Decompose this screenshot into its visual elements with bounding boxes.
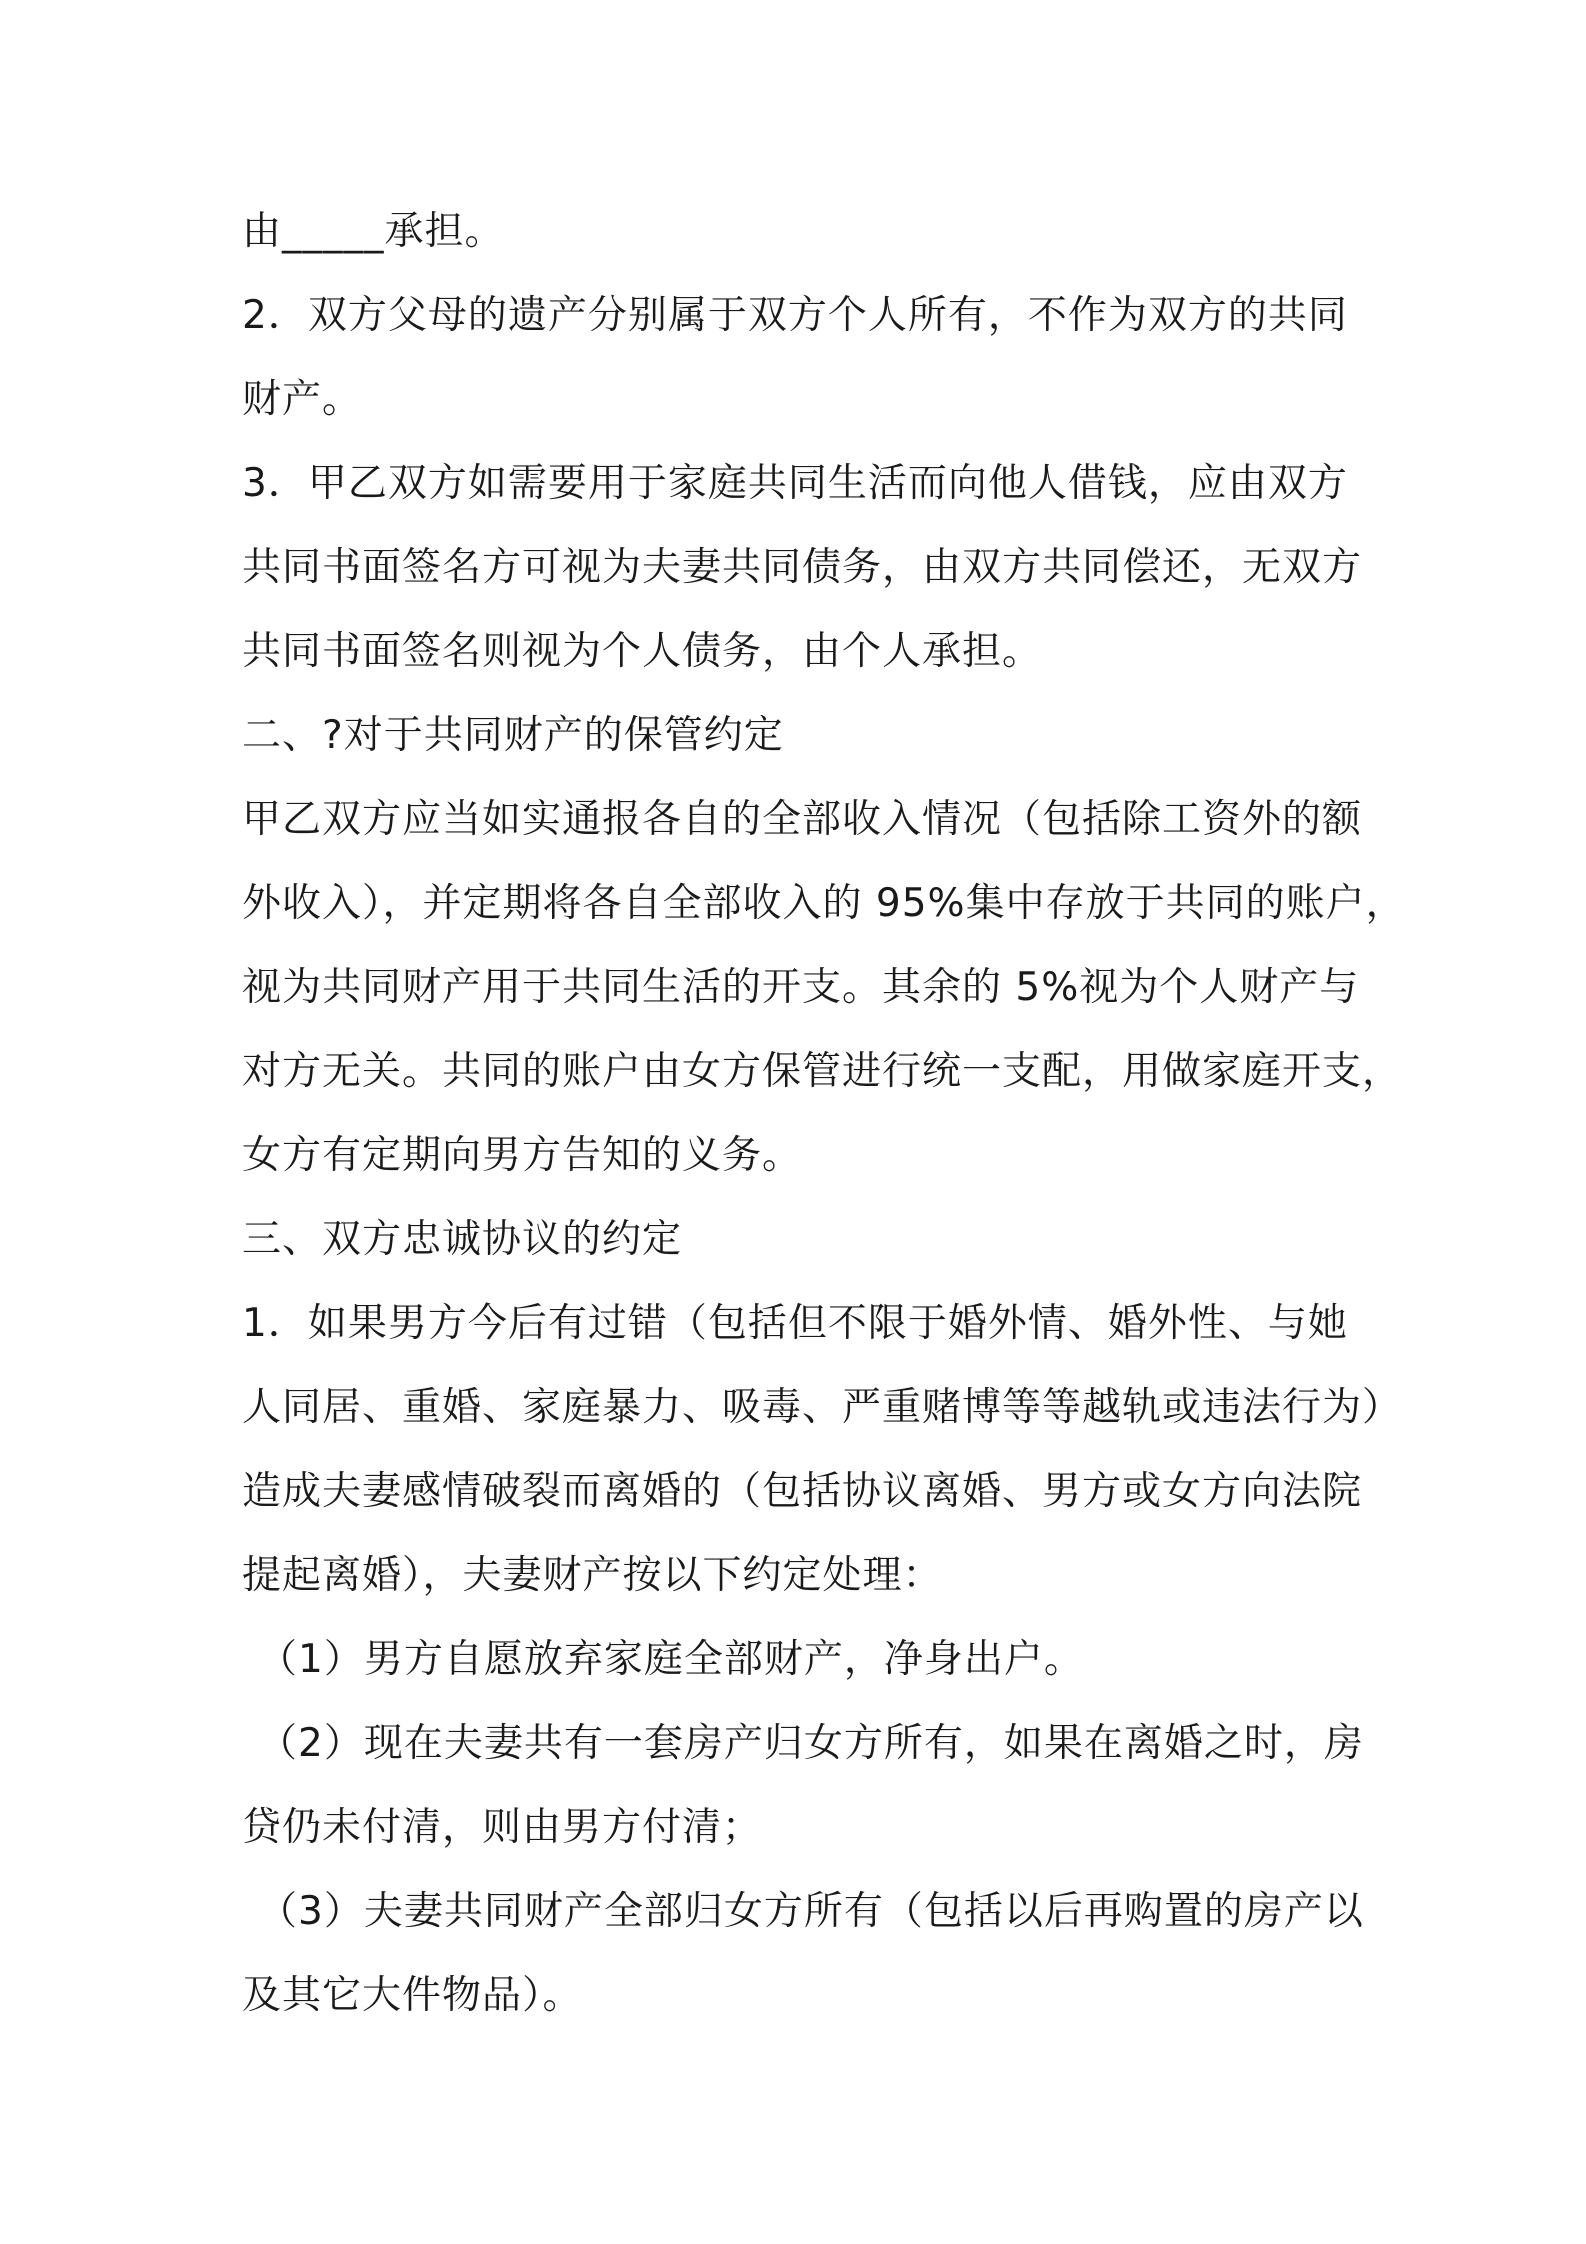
text-line: 2．双方父母的遗产分别属于双方个人所有，不作为双方的共同 [242, 293, 1348, 338]
text-line: 及其它大件物品）。 [242, 1973, 583, 2018]
text-line: 造成夫妻感情破裂而离婚的（包括协议离婚、男方或女方向法院 [242, 1469, 1363, 1514]
text-line: 贷仍未付清，则由男方付清； [242, 1805, 763, 1850]
text-line: 财产。 [242, 377, 363, 422]
section-heading: 二、?对于共同财产的保管约定 [242, 713, 784, 758]
list-item: （3）夫妻共同财产全部归女方所有（包括以后再购置的房产以 [258, 1889, 1364, 1934]
text-line: 由_____承担。 [242, 209, 505, 254]
list-item: （2）现在夫妻共有一套房产归女方所有，如果在离婚之时，房 [258, 1721, 1364, 1766]
text-line: 共同书面签名则视为个人债务，由个人承担。 [242, 629, 1043, 674]
text-line: 人同居、重婚、家庭暴力、吸毒、严重赌博等等越轨或违法行为） [242, 1385, 1403, 1430]
text-line: 对方无关。共同的账户由女方保管进行统一支配，用做家庭开支， [242, 1049, 1403, 1094]
text-line: 外收入），并定期将各自全部收入的 95%集中存放于共同的账户， [242, 881, 1406, 926]
text-line: 1．如果男方今后有过错（包括但不限于婚外情、婚外性、与她 [242, 1301, 1348, 1346]
text-line: 女方有定期向男方告知的义务。 [242, 1133, 803, 1178]
list-item: （1）男方自愿放弃家庭全部财产，净身出户。 [258, 1637, 1084, 1682]
text-line: 3．甲乙双方如需要用于家庭共同生活而向他人借钱，应由双方 [242, 461, 1348, 506]
text-line: 提起离婚），夫妻财产按以下约定处理： [242, 1553, 943, 1598]
text-line: 视为共同财产用于共同生活的开支。其余的 5%视为个人财产与 [242, 965, 1360, 1010]
section-heading: 三、双方忠诚协议的约定 [242, 1217, 683, 1262]
document-body [242, 190, 1406, 2038]
text-line: 共同书面签名方可视为夫妻共同债务，由双方共同偿还，无双方 [242, 545, 1363, 590]
text-line: 甲乙双方应当如实通报各自的全部收入情况（包括除工资外的额 [242, 797, 1363, 842]
